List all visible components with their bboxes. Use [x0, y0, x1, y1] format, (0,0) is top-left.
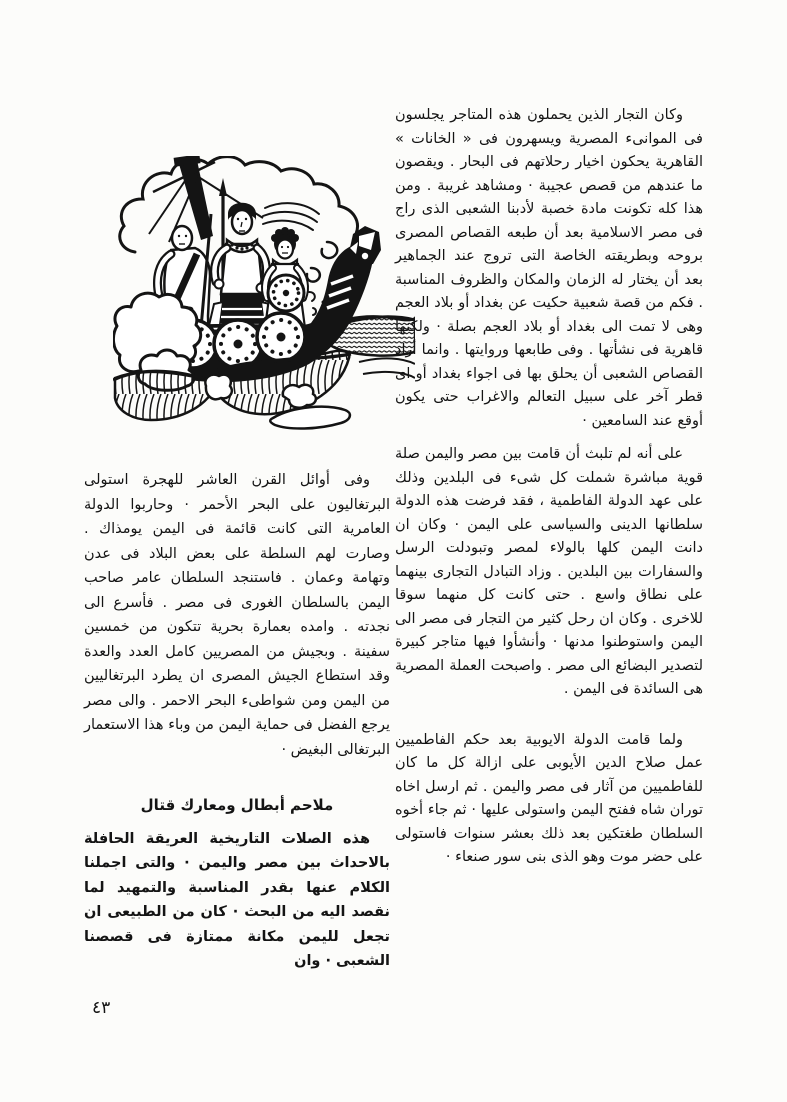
held-shield — [268, 275, 304, 311]
warriors-on-ancient-ship-drawing — [113, 156, 415, 444]
right-column — [395, 104, 703, 870]
section-heading: ملاحم أبطال ومعارك قتال — [140, 796, 334, 814]
shield — [257, 313, 305, 361]
page-number: ٤٣ — [92, 998, 111, 1018]
paragraph-right-2: على أنه لم تلبث أن قامت بين مصر واليمن صلة قوية مباشرة شملت كل شىء فى البلدين وذلك على عهد الدولة الفاطمية ، فقد فرضت هذه الدولة سلطانها الدينى والسياسى على اليمن · وكان ان دانت اليمن كلها بالولاء لمصر وتبودلت الرسل والسفارات بين البلدين . وزاد التبادل التجارى بينهما على نطاق واسع . حتى كانت كل منهما سوقا للاخرى . وكان ان رحل كثير من التجار فى مصر الى اليمن واستوطنوا مدنها · وأنشأوا فيها متاجر كبيرة لتصدير البضائع الى مصر . واصبحت العملة المصرية هى السائدة فى اليمن . — [395, 446, 703, 697]
warrior-left-head — [172, 226, 192, 250]
paragraph-right-3: ولما قامت الدولة الايوبية بعد حكم الفاطميين عمل صلاح الدين الأيوبى على ازالة كل ما كان للفاطميين من آثار فى مصر واليمن . ثم ارسل اخاه توران شاه ففتح اليمن واستولى عليها · ثم جاء أخوه السلطان طغتكين بعد ذلك بعشر سنوات فاستولى على حضر موت وهو الذى بنى سور صنعاء · — [395, 731, 703, 865]
cloud-swirl-icon — [322, 242, 338, 258]
paragraph-left-1: وفى أوائل القرن العاشر للهجرة استولى البرتغاليون على البحر الأحمر · وحاربوا الدولة العامرية التى كانت قائمة فى اليمن يومذاك . وصارت لهم السلطة على بعض البلاد فى عدن وتهامة وعمان . فاستنجد السلطان عامر صاحب اليمن بالسلطان الغورى فى مصر . فأسرع الى نجدته . وامده بعمارة بحرية تتكون من خمسين سفينة . وبجيش من المصريين كامل العدد والعدة وقد استطاع الجيش المصرى ان يطرد البرتغاليين من اليمن ومن شواطىء البحر الاحمر . والى مصر يرجع الفضل فى حماية اليمن من وباء هذا الاستعمار البرتغالى البغيض · — [84, 472, 390, 758]
paragraph-left-bold: هذه الصلات التاريخية العريقة الحافلة بالاحداث بين مصر واليمن · والتى اجملنا الكلام عنها بقدر المناسبة والتمهيد لما نقصد اليه من البحث · كان من الطبيعى ان تجعل لليمن مكانة ممتازة فى قصصنا الشعبى · وان — [84, 830, 390, 969]
warrior-right-head — [277, 240, 293, 259]
left-column — [84, 468, 390, 974]
prow-head-icon — [349, 226, 381, 266]
spearhead-icon — [219, 178, 227, 196]
paragraph-right-1: وكان التجار الذين يحملون هذه المتاجر يجلسون فى الموانىء المصرية ويسهرون فى « الخانات » القاهرية يحكون اخيار رحلاتهم فى البحار . ويقصون ما عندهم من قصص عجيبة · ومشاهد غريبة . ومن هذا كله تكونت مادة خصبة لأدبنا الشعبى الذى راج فى مصر الاسلامية بعد أن طبعه القصاص المصرى بروحه وبطريقته الخاصة التى تروج عند الجماهير بعد أن يختار له الزمان والمكان والظروف المناسبة . فكم من قصة شعبية حكيت عن بغداد أو بلاد العجم وهى لا تمت الى بغداد أو بلاد العجم بصلة · ولكنها قاهرية فى نشأتها . وفى طابعها وروايتها . وانما أراد القصاص الشعبى أن يحلق بها فى اجواء بغداد أو اى قطر آخر على سبيل التعالم والاغراب حتى يكون أوقع عند السامعين · — [395, 107, 703, 429]
ship-illustration — [113, 156, 415, 444]
shield — [214, 320, 262, 368]
